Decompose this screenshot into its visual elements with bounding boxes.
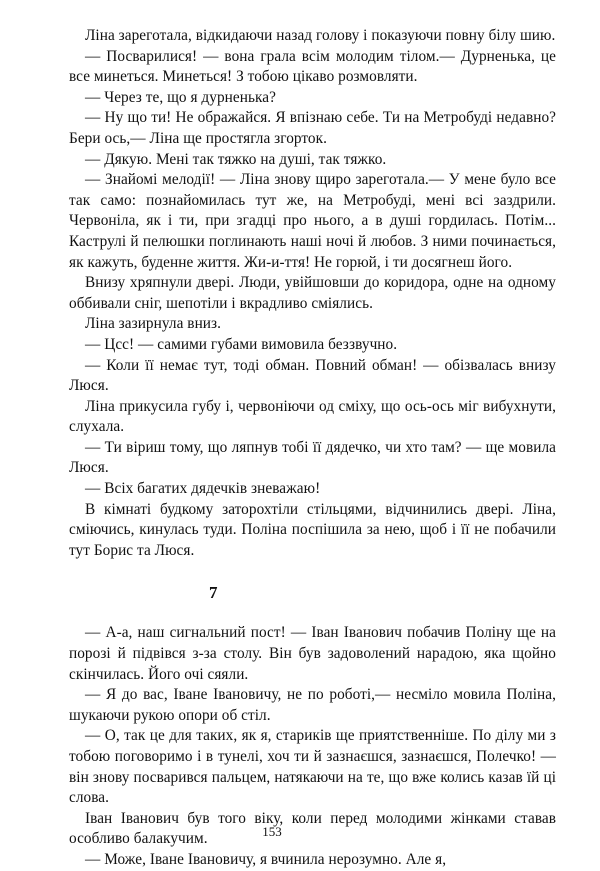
paragraph: — А-а, наш сигнальний пост! — Іван Іванович побачив Поліну ще на порозі й підвівся з-за столу. Він був задоволений нарадою, яка щойно скінчилась. Його очі сяяли. — [69, 624, 556, 683]
paragraph: — Може, Іване Івановичу, я вчинила нерозумно. Але я, — [85, 850, 447, 868]
chapter-number: 7 — [209, 583, 218, 603]
paragraph: — Знайомі мелодії! — Ліна знову щиро зареготала.— У мене було все так само: познайомилась тут же, на Метробуді, мені всі заздрили. Червоніла, як і ти, при згадці про нього, а в душі гордилась. Потім... Каструлі й пелюшки поглинають наші ночі й любов. З ними починається, як кажуть, буденне життя. Жи-и-ття! Не горюй, і ти досягнеш його. — [69, 171, 556, 271]
paragraph: Ліна зареготала, відкидаючи назад голову і показуючи повну білу шию. — [85, 27, 556, 44]
paragraph: — Дякую. Мені так тяжко на душі, так тяжко. — [85, 150, 387, 168]
paragraph: Внизу хряпнули двері. Люди, увійшовши до коридора, одне на одному оббивали сніг, шепотіли і вкрадливо сміялись. — [69, 274, 556, 312]
paragraph: — Посварилися! — вона грала всім молодим тілом.— Дурненька, це все минеться. Минеться! З тобою цікаво розмовляти. — [69, 47, 556, 86]
paragraph: — Я до вас, Іване Івановичу, не по роботі,— несміло мовила Поліна, шукаючи рукою опори об стіл. — [69, 686, 556, 724]
paragraph: — Через те, що я дурненька? — [85, 88, 276, 106]
paragraph: — Ну що ти! Не ображайся. Я впізнаю себе. Ти на Метробуді недавно? Бери ось,— Ліна ще простягла згорток. — [69, 109, 556, 147]
page-body — [69, 26, 556, 871]
paragraph: Ліна зазирнула вниз. — [85, 315, 222, 333]
paragraph: — Коли її немає тут, тоді обман. Повний обман! — обізвалась внизу Люся. — [69, 356, 556, 395]
paragraph: Ліна прикусила губу і, червоніючи од сміху, що ось-ось міг вибухнути, слухала. — [69, 397, 556, 436]
page-number: 153 — [262, 824, 282, 839]
paragraph: — Цсс! — самими губами вимовила беззвучно. — [85, 335, 398, 353]
paragraph: Іван Іванович був того віку, коли перед молодими жінками ставав особливо балакучим. — [69, 809, 556, 848]
text-block-before — [69, 26, 556, 561]
paragraph: В кімнаті будкому заторохтіли стільцями, відчинились двері. Ліна, сміючись, кинулась туди. Поліна поспішила за нею, щоб і її не побачили тут Борис та Люся. — [69, 500, 556, 559]
paragraph: — Ти віриш тому, що ляпнув тобі її дядечко, чи хто там? — ще мовила Люся. — [69, 438, 556, 477]
paragraph: — Всіх багатих дядечків зневажаю! — [85, 480, 321, 498]
paragraph: — О, так це для таких, як я, стариків ще приятственніше. По ділу ми з тобою поговоримо і в тунелі, хоч ти й зазнаєшся, зазнаєшся, Полечко! — він знову посварився пальцем, натякаючи на те, що вже колись казав їй ці слова. — [69, 727, 556, 807]
page-number-footer — [0, 824, 600, 840]
